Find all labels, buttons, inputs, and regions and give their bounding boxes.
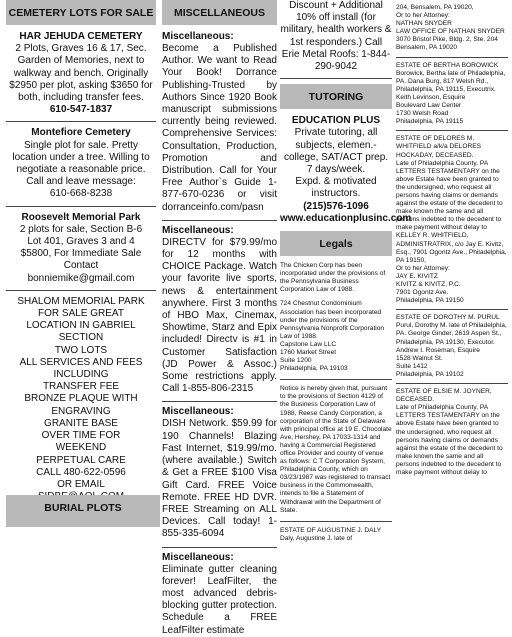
notice-line: Philadelphia, PA 19102: [396, 370, 464, 378]
notice-line: LAW OFFICE OF NATHAN SNYDER: [396, 28, 505, 36]
misc-subhead: Miscellaneous:: [162, 406, 234, 418]
legal-notice: Notice is hereby given that, pursuant to the provisions of Section 4129 of the Business Corporation Law of 1988, Reese Candy Corporation, a corporation of the State of Delaware with principal office at 19 E. Chocolate Ave, Hershey, PA 17033-1314 and having a Commercial Registered office Provider and county of venue as follows: C T Corporation System, Philadelphia County, which on 03/23/1987 was registered to transact business in the Commonwealth, intends to file a Statement of Withdrawal with the Department of State.: [280, 385, 392, 514]
estate-notice: [396, 314, 508, 379]
misc-subhead: Miscellaneous:: [162, 31, 234, 42]
notice-line: Philadelphia, PA 19150: [396, 297, 464, 305]
education-plus-ad: [280, 115, 412, 225]
divider: [396, 309, 508, 310]
divider: [6, 290, 156, 291]
divider: [280, 78, 392, 79]
divider: [162, 547, 277, 548]
ad-phone: (215)576-1096: [303, 200, 369, 212]
legals-header: Legals: [280, 231, 392, 256]
erie-metal-roofs-ad: Discount + Additional 10% off install (for military, health workers & 1st responders.) Call Erie Metal Roofs: 1-844-290-9042: [280, 0, 392, 73]
har-jehuda-ad: [6, 31, 156, 116]
notice-line: Philadelphia, PA 19103: [280, 365, 348, 373]
estate-notice: [396, 4, 508, 53]
legal-notice: [280, 300, 392, 373]
estate-notices-column: [396, 0, 508, 477]
ad-line: 2 plots for sale, Section B-6: [19, 223, 143, 235]
notice-line: ESTATE OF AUGUSTINE J. DALY: [280, 526, 382, 534]
notice-line: Suite 1412: [396, 362, 428, 370]
ad-line: Call and leave message:: [26, 176, 136, 188]
tutoring-header: TUTORING: [280, 84, 392, 109]
divider: [396, 130, 508, 131]
ad-line: GRANITE BASE: [44, 417, 118, 429]
misc-text: DISH Network. $59.99 for 190 Channels! Blazing Fast Internet, $19.99/mo. (where available.) Switch & Get a FREE $100 Visa Gift Card. FREE Voice Remote. FREE HD DVR. FREE Streaming on ALL Devices. Call today! 1-855-335-6094: [162, 418, 277, 540]
notice-line: Capstone Law LLC: [280, 340, 337, 348]
divider: [162, 220, 277, 221]
divider: [280, 379, 392, 380]
notice-line: Daly, Augustine J. late of: [280, 534, 353, 542]
notice-line: Boulevard Law Center: [396, 102, 462, 110]
ad-line: BRONZE PLAQUE WITH: [24, 393, 138, 405]
notice-line: ESTATE OF BERTHA BOROWICK: [396, 61, 499, 69]
ad-line: TRANSFER FEE: [42, 381, 120, 393]
cemetery-lots-header: CEMETERY LOTS FOR SALE: [6, 0, 156, 25]
divider: [6, 206, 156, 207]
ad-line: Lot 401, Graves 3 and 4: [27, 236, 135, 248]
ad-website: www.educationplusinc.com: [280, 212, 412, 224]
montefiore-ad: [6, 127, 156, 200]
notice-line: Bensalem, PA 19020: [396, 44, 458, 52]
misc-text: Become a Published Author. We want to Read Your Book! Dorrance Publishing-Trusted by Authors Since 1920 Book manuscript submissions currently being reviewed. Comprehensive Services: Consultation, Production, Promotion and Distribution. Call for Your Free Author`s Guide 1-877-670-0236 or visit dorranceinfo.com/pasn: [162, 43, 277, 213]
notice-line: Or to her Attorney:: [396, 12, 450, 20]
notice-line: LETTERS TESTAMENTARY on the above Estate have been granted to the undersigned, who request all persons having claims or demands against the estate of the decedent to make known the same and all persons indebted to the decedent to make payment without delay to KELLEY R. WHITFIELD, ADMINISTRATRIX, c/o Jay E. Kivitz, Esq., 7901 Ogontz Ave., Philadelphia, PA 19150,: [396, 167, 507, 264]
ad-title: Montefiore Cemetery: [31, 127, 131, 139]
estate-notice: [396, 135, 508, 305]
ad-line: ALL SERVICES AND FEES: [19, 356, 143, 368]
notice-line: Philadelphia, PA 19115: [396, 118, 464, 126]
ad-line: 7 days/week.: [306, 164, 366, 176]
divider: [162, 401, 277, 402]
notice-line: Keith Levinson, Esquire: [396, 93, 466, 101]
ad-line: LOCATION IN GABRIEL: [26, 320, 136, 332]
notice-line: Or to her Attorney:: [396, 264, 450, 272]
notice-line: 7901 Ogontz Ave.: [396, 289, 449, 297]
legal-notice: [280, 527, 392, 543]
misc-item: [162, 31, 277, 214]
misc-item: [162, 552, 277, 637]
notice-line: 1760 Market Street: [280, 348, 337, 356]
notice-line: KIVITZ & KIVITZ, P.C.: [396, 281, 461, 288]
notice-line: Late of Philadelphia County, PA: [396, 404, 489, 412]
ad-line: FOR SALE GREAT: [38, 308, 124, 320]
miscellaneous-column: [162, 0, 277, 637]
legal-notices: [280, 262, 392, 543]
ad-email: bonniemike@gmail.com: [27, 272, 135, 284]
notice-line: Andrew I. Roseman, Esquire: [396, 346, 480, 354]
notice-line: ESTATE OF DELORES M. WHITFIELD a/k/a DELORES HOCKADAY, DECEASED.: [396, 135, 482, 159]
ad-line: $5800, For Immediate Sale: [20, 248, 142, 260]
notice-line: LETTERS TESTAMENTARY on the above Estate have been granted to the undersigned, who request all persons having claims or demands against the estate of the decedent to make known the same and all persons indebted to the decedent to make payment without delay to: [396, 412, 503, 476]
notice-line: 724 Chestnut Condominium Association has been incorporated under the provisions of the Pennsylvania Nonprofit Corporation Law of 1988.: [280, 300, 385, 340]
shalom-ad: [6, 296, 156, 503]
misc-subhead: Miscellaneous:: [162, 551, 234, 563]
ad-line: CALL 480-622-0596: [36, 466, 126, 478]
misc-item: [162, 225, 277, 396]
notice-line: ESTATE OF ELSIE M. JOYNER, DECEASED.: [396, 388, 492, 404]
ad-line: WEEKEND: [55, 442, 107, 454]
cemetery-lots-column: [6, 0, 156, 503]
ad-line: ENGRAVING: [51, 405, 111, 417]
ad-phone: 610-547-1837: [49, 104, 113, 116]
ad-line: TWO LOTS: [54, 344, 108, 356]
ad-line: Private tutoring, all subjects, elemen.-college, SAT/ACT prep.: [283, 127, 389, 163]
ad-line: SHALOM MEMORIAL PARK: [17, 295, 145, 307]
divider: [396, 57, 508, 58]
notice-line: ESTATE OF DOROTHY M. PURUL: [396, 314, 500, 322]
notice-line: 1528 Walnut St.: [396, 354, 443, 362]
ad-line: Expd. & motivated instructors.: [295, 176, 377, 200]
ad-title: HAR JEHUDA CEMETERY: [19, 31, 143, 42]
ad-body: Single plot for sale. Pretty location under a tree. Willing to negotiate a reasonable price.: [12, 139, 150, 176]
notice-line: Purul, Dorothy M. late of Philadelphia, PA. George Ginder, 2619 Aspen St., Philadelphia, PA 19130, Executor.: [396, 322, 507, 346]
ad-line: OR EMAIL: [57, 478, 105, 490]
divider: [396, 383, 508, 384]
miscellaneous-header: MISCELLANEOUS: [162, 0, 277, 25]
misc-item: [162, 406, 277, 540]
notice-line: 3070 Bristol Pike, Bldg. 2, Ste. 204: [396, 36, 498, 44]
ad-line: Contact: [63, 260, 99, 272]
roosevelt-ad: [6, 212, 156, 285]
ad-title: EDUCATION PLUS: [291, 115, 381, 127]
burial-plots-header: BURIAL PLOTS: [6, 495, 160, 527]
divider: [6, 121, 156, 122]
ad-body: 2 Plots, Graves 16 & 17, Sec. Garden of Memories, next to walkway and bench. Originally $2950 per plot, asking $3650 for both, including transfer fees.: [9, 43, 153, 104]
ad-line: OVER TIME FOR: [41, 430, 121, 442]
divider: [280, 521, 392, 522]
ad-line: INCLUDING: [53, 369, 109, 381]
ad-line: PERPETUAL CARE: [36, 454, 126, 466]
notice-line: JAY E. KIVITZ: [396, 272, 438, 280]
ad-title: Roosevelt Memorial Park: [21, 211, 141, 223]
misc-text: DIRECTV for $79.99/mo for 12 months with CHOICE Package. Watch your favorite live sports, news & entertainment anywhere. First 3 months of HBO Max, Cinemax, Showtime, Starz and Epix included! Directv is #1 in Customer Satisfaction (JD Power & Assoc.) Some restrictions apply. Call 1-855-806-2315: [162, 236, 277, 395]
estate-notice: [396, 62, 508, 127]
notice-line: NATHAN SNYDER: [396, 20, 452, 28]
misc-subhead: Miscellaneous:: [162, 224, 234, 236]
misc-text: Eliminate gutter cleaning forever! LeafFilter, the most advanced debris-blocking gutter protection. Schedule a FREE LeafFilter estimate: [162, 563, 277, 636]
notice-line: Borowick, Bertha late of Philadelphia, PA. Dana Burg, 817 Welsh Rd., Philadelphia, PA 19115, Executrix.: [396, 69, 506, 93]
ad-line: SECTION: [58, 332, 104, 344]
notice-line: 1730 Welsh Road: [396, 110, 449, 118]
notice-line: 204, Bensalem, PA 19020,: [396, 4, 474, 11]
notice-line: Late of Philadelphia County, PA: [396, 159, 489, 167]
notice-line: Suite 1200: [280, 357, 312, 365]
legal-notice: The Chicken Corp has been incorporated under the provisions of the Pennsylvania Business Corporation Law of 1988.: [280, 262, 386, 294]
ad-phone: 610-668-8238: [49, 188, 113, 200]
estate-notice: [396, 388, 508, 477]
